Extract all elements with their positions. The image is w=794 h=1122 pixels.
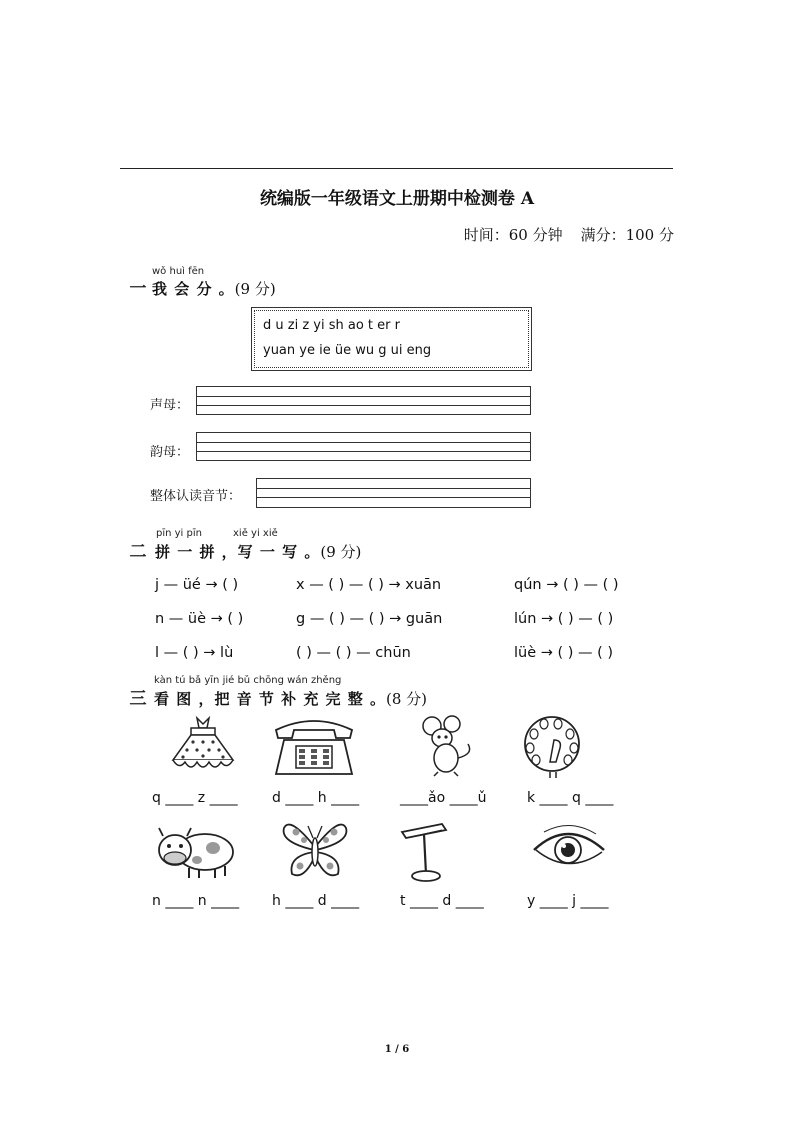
cow-icon [153, 822, 237, 882]
exercise-row1-col2[interactable]: x — ( ) — ( ) → xuān [296, 577, 442, 593]
section3-points: (8 分) [386, 690, 428, 708]
section3-pinyin: kàn tú bǎ yīn jié bǔ chōng wán zhěng [154, 675, 342, 686]
label-zhengti: 整体认读音节： [150, 489, 242, 504]
exercise-row3-col1[interactable]: l — ( ) → lù [155, 645, 234, 661]
yunmu-writing-box[interactable] [196, 432, 531, 461]
exercise-row2-col2[interactable]: g — ( ) — ( ) → guān [296, 611, 443, 627]
full-score: 满分：100 分 [580, 226, 674, 244]
picture-caption-2[interactable]: d ____ h ____ [272, 790, 360, 806]
exercise-row1-col3[interactable]: qún → ( ) — ( ) [514, 577, 619, 593]
desk-lamp-icon [398, 820, 454, 884]
shengmu-writing-box[interactable] [196, 386, 531, 415]
exercise-row3-col2[interactable]: ( ) — ( ) — chūn [296, 645, 411, 661]
picture-caption-5[interactable]: n ____ n ____ [152, 893, 240, 909]
section1-title-text: 我 会 分 。 [152, 280, 235, 298]
label-shengmu: 声母： [150, 398, 190, 413]
exercise-row1-col1[interactable]: j — üé → ( ) [155, 577, 239, 593]
zhengti-writing-box[interactable] [256, 478, 531, 508]
exam-meta [464, 224, 674, 245]
section1-points: (9 分) [234, 280, 276, 298]
section2-number: 二 [126, 541, 150, 563]
letter-box [254, 310, 529, 368]
section2-points: (9 分) [320, 543, 362, 561]
label-yunmu: 韵母： [150, 445, 190, 460]
section3-title-text: 看 图 ，把 音 节 补 充 完 整 。 [154, 690, 387, 708]
picture-caption-3[interactable]: ____ǎo ____ǔ [400, 790, 487, 806]
section2-pinyin-2: xiě yi xiě [233, 528, 278, 539]
section3-title [154, 688, 427, 709]
picture-caption-7[interactable]: t ____ d ____ [400, 893, 484, 909]
section2-pinyin-1: pīn yi pīn [156, 528, 202, 539]
eye-icon [530, 822, 608, 878]
page-title: 统编版一年级语文上册期中检测卷 A [259, 189, 535, 209]
top-rule [120, 168, 673, 169]
exercise-row2-col3[interactable]: lún → ( ) — ( ) [514, 611, 614, 627]
section3-number: 三 [126, 688, 150, 710]
section1-pinyin: wǒ huì fēn [152, 266, 205, 277]
exercise-row2-col1[interactable]: n — üè → ( ) [155, 611, 244, 627]
butterfly-icon [280, 816, 350, 882]
picture-caption-8[interactable]: y ____ j ____ [527, 893, 609, 909]
section1-title [152, 278, 276, 299]
telephone-icon [270, 716, 358, 778]
picture-caption-1[interactable]: q ____ z ____ [152, 790, 238, 806]
mouse-icon [418, 714, 478, 778]
picture-caption-6[interactable]: h ____ d ____ [272, 893, 360, 909]
letter-row-2: yuan ye ie üe wu g ui eng [263, 343, 432, 358]
section2-title [155, 541, 361, 562]
skirt-icon [163, 714, 243, 778]
page-number: 1 / 6 [384, 1044, 410, 1055]
exercise-row3-col3[interactable]: lüè → ( ) — ( ) [514, 645, 614, 661]
section1-number: 一 [126, 278, 150, 300]
section2-title-text: 拼 一 拼 ，写 一 写 。 [155, 543, 321, 561]
letter-row-1: d u zi z yi sh ao t er r [263, 318, 400, 333]
picture-caption-4[interactable]: k ____ q ____ [527, 790, 614, 806]
time-limit: 时间：60 分钟 [463, 226, 563, 244]
peacock-icon [520, 714, 584, 780]
